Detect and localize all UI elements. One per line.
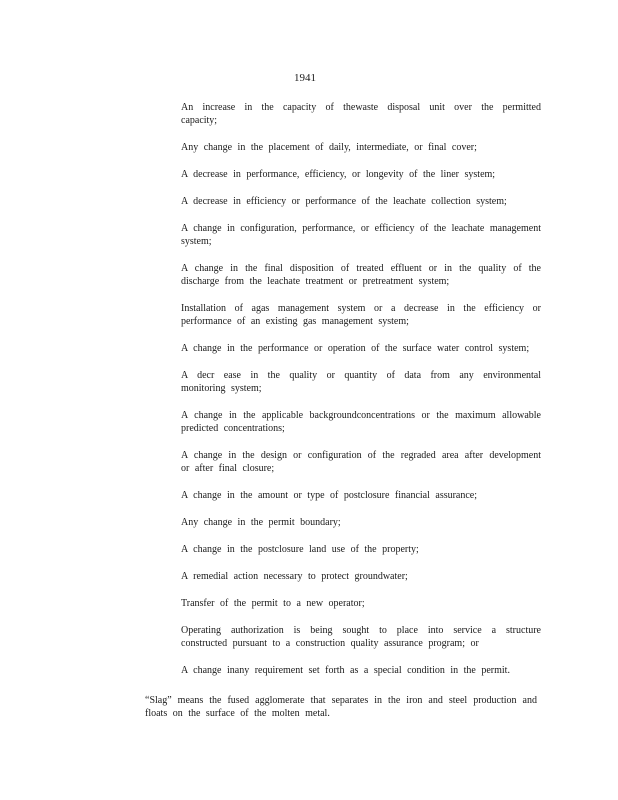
list-item: A decrease in performance, efficiency, or longevity of the liner system; [181,169,496,180]
list-item: Operating authorization is being sought to place into service a structure constructed pursuant to a construction quality assurance program; or [181,625,541,649]
list-item: Any change in the placement of daily, intermediate, or final cover; [181,142,477,153]
list-item: A change in the final disposition of treated effluent or in the quality of the discharge from the leachate treatment or pretreatment system; [181,263,541,287]
list-item: A decrease in efficiency or performance of the leachate collection system; [181,196,507,207]
page-number: 1941 [294,72,316,84]
list-item: An increase in the capacity of thewaste disposal unit over the permitted capacity; [181,102,541,126]
list-item: Installation of agas management system or a decrease in the efficiency or performance of an existing gas management system; [181,303,541,327]
list-item: A change in configuration, performance, or efficiency of the leachate management system; [181,223,541,247]
list-item: A change inany requirement set forth as a special condition in the permit. [181,665,510,676]
list-item: A change in the design or configuration of the regraded area after development or after final closure; [181,450,541,474]
list-item: A change in the performance or operation of the surface water control system; [181,343,530,354]
list-item: A decr ease in the quality or quantity of data from any environmental monitoring system; [181,370,541,394]
list-item: Any change in the permit boundary; [181,517,341,528]
list-item: A change in the applicable backgroundconcentrations or the maximum allowable predicted concentrations; [181,410,541,434]
list-item: A remedial action necessary to protect groundwater; [181,571,408,582]
slag-definition: “Slag” means the fused agglomerate that separates in the iron and steel production and floats on the surface of the molten metal. [145,695,537,719]
change-list [181,101,541,677]
list-item: Transfer of the permit to a new operator; [181,598,365,609]
list-item: A change in the postclosure land use of the property; [181,544,419,555]
list-item: A change in the amount or type of postclosure financial assurance; [181,490,478,501]
